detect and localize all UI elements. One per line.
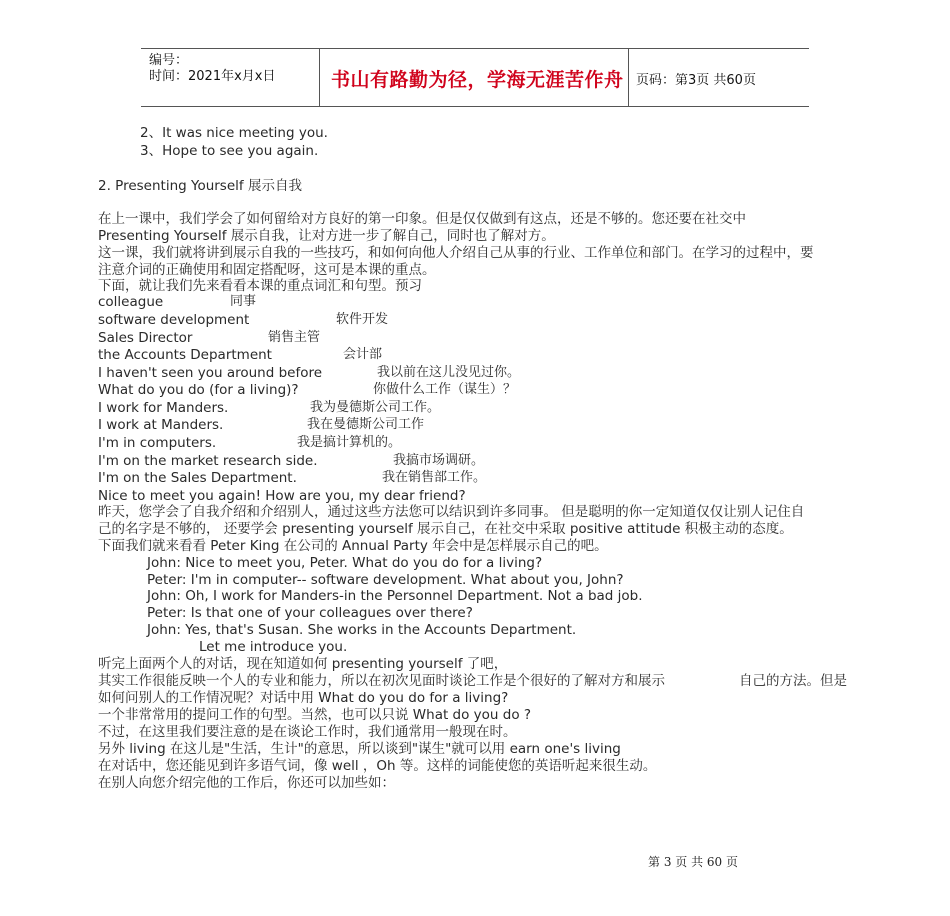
paragraph-line: 听完上面两个人的对话，现在知道如何 presenting yourself 了吧，	[98, 656, 508, 672]
dialogue-line: Peter: I'm in computer-- software development. What about you, John?	[147, 572, 624, 588]
vocab-en: What do you do (for a living)?	[98, 382, 299, 398]
vocab-cn: 销售主管	[268, 330, 321, 345]
paragraph-line: 自己的方法。但是	[739, 673, 847, 689]
paragraph-line: 己的名字是不够的， 还要学会 presenting yourself 展示自己，在社交中采取 positive attitude 积极主动的态度。	[98, 521, 793, 537]
page-footer: 第 3 页 共 60 页	[648, 855, 738, 869]
paragraph-line: 另外 living 在这儿是"生活，生计"的意思，所以谈到"谋生"就可以用 earn one's living	[98, 741, 621, 757]
paragraph-line: 下面，就让我们先来看看本课的重点词汇和句型。预习	[98, 278, 422, 294]
vocab-en: colleague	[98, 294, 164, 310]
paragraph-line: 在对话中，您还能见到许多语气词，像 well ，Oh 等。这样的词能使您的英语听起来很生动。	[98, 758, 657, 774]
paragraph-line: 在别人向您介绍完他的工作后，你还可以加些如：	[98, 775, 395, 791]
vocab-cn: 我在销售部工作。	[382, 470, 487, 485]
intro-line: 3、Hope to see you again.	[140, 143, 319, 159]
vocab-cn: 会计部	[343, 347, 383, 362]
vocab-en: I'm on the market research side.	[98, 453, 318, 469]
header-motto: 书山有路勤为径，学海无涯苦作舟	[331, 69, 624, 91]
header-divider	[319, 49, 320, 106]
vocab-en: the Accounts Department	[98, 347, 272, 363]
time-label: 时间：2021年x月x日	[149, 69, 276, 84]
vocab-en: I work for Manders.	[98, 400, 229, 416]
vocab-cn: 我以前在这儿没见过你。	[377, 365, 521, 380]
vocab-cn: 我是搞计算机的。	[297, 435, 402, 450]
header-page-label: 页码：第3页 共60页	[636, 73, 756, 88]
paragraph-line: 如何问别人的工作情况呢？对话中用 What do you do for a living?	[98, 690, 509, 706]
paragraph-line: 其实工作很能反映一个人的专业和能力，所以在初次见面时谈论工作是个很好的了解对方和展示	[98, 673, 665, 689]
paragraph-line: 在上一课中，我们学会了如何留给对方良好的第一印象。但是仅仅做到有这点，还是不够的。您还要在社交中	[98, 211, 746, 227]
intro-line: 2、It was nice meeting you.	[140, 125, 328, 141]
vocab-cn: 同事	[230, 294, 257, 309]
dialogue-line: John: Oh, I work for Manders-in the Personnel Department. Not a bad job.	[147, 588, 643, 604]
paragraph-line: 昨天，您学会了自我介绍和介绍别人，通过这些方法您可以结识到许多同事。 但是聪明的你一定知道仅仅让别人记住自	[98, 504, 805, 520]
dialogue-line: John: Yes, that's Susan. She works in the Accounts Department.	[147, 622, 577, 638]
number-label: 编号：	[149, 53, 189, 68]
vocab-cn: 你做什么工作（谋生）？	[373, 382, 517, 397]
greeting-line: Nice to meet you again! How are you, my dear friend?	[98, 488, 466, 504]
header-divider	[628, 49, 629, 106]
section-title: 2. Presenting Yourself 展示自我	[98, 178, 302, 194]
header-meta	[149, 53, 275, 85]
dialogue-line: John: Nice to meet you, Peter. What do you do for a living?	[147, 555, 543, 571]
paragraph-line: Presenting Yourself 展示自我，让对方进一步了解自己，同时也了解对方。	[98, 228, 555, 244]
vocab-cn: 我为曼德斯公司工作。	[310, 400, 441, 415]
dialogue-line: Let me introduce you.	[199, 639, 348, 655]
dialogue-line: Peter: Is that one of your colleagues over there?	[147, 605, 473, 621]
paragraph-line: 不过，在这里我们要注意的是在谈论工作时，我们通常用一般现在时。	[98, 724, 517, 740]
vocab-cn: 我在曼德斯公司工作	[307, 417, 425, 432]
paragraph-line: 这一课，我们就将讲到展示自我的一些技巧，和如何向他人介绍自己从事的行业、工作单位和部门。在学习的过程中，要	[98, 245, 814, 261]
vocab-en: I'm on the Sales Department.	[98, 470, 297, 486]
vocab-en: software development	[98, 312, 250, 328]
vocab-cn: 我搞市场调研。	[393, 453, 485, 468]
paragraph-line: 下面我们就来看看 Peter King 在公司的 Annual Party 年会中是怎样展示自己的吧。	[98, 538, 608, 554]
vocab-en: I work at Manders.	[98, 417, 224, 433]
paragraph-line: 一个非常常用的提问工作的句型。当然，也可以只说 What do you do ?	[98, 707, 532, 723]
vocab-en: I'm in computers.	[98, 435, 217, 451]
page-header	[141, 48, 809, 107]
vocab-en: Sales Director	[98, 330, 193, 346]
vocab-cn: 软件开发	[336, 312, 389, 327]
vocab-en: I haven't seen you around before	[98, 365, 323, 381]
paragraph-line: 注意介词的正确使用和固定搭配呀，这可是本课的重点。	[98, 262, 436, 278]
